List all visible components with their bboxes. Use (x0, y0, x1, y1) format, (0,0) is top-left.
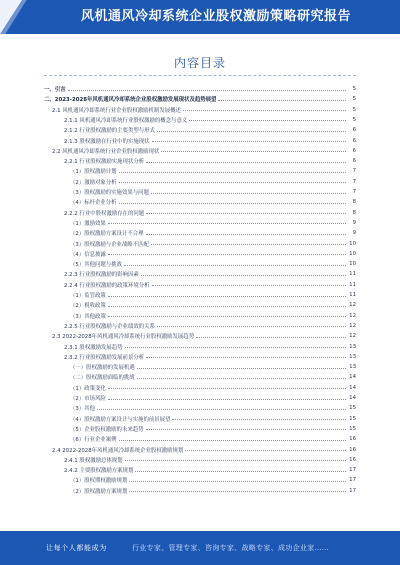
toc-leader-dots (151, 244, 346, 245)
toc-entry[interactable] (44, 331, 356, 341)
toc-entry[interactable] (44, 115, 356, 125)
toc-entry-label: （6）行业企业案例 (70, 437, 117, 444)
toc-entry-page: 17 (349, 467, 356, 474)
toc-entry-label: 2.2 风机通风冷却系统行业企业股权激励现状 (52, 148, 160, 155)
toc-entry[interactable] (44, 393, 356, 403)
toc-entry[interactable] (44, 362, 356, 372)
toc-entry-page: 10 (349, 240, 356, 247)
toc-entry-page: 7 (352, 189, 356, 195)
toc-entry-label: 2.4.1 股权激励总体规划 (64, 457, 123, 464)
toc-entry-label: （4）股权激励方案设计与实施的前景展望 (70, 416, 171, 423)
toc-entry-page: 11 (349, 292, 356, 298)
toc-entry-page: 7 (352, 168, 356, 175)
toc-entry-page: 14 (349, 384, 356, 391)
toc-entry-label: （1）政策变化 (70, 385, 106, 392)
toc-entry-label: （3）其他政策 (70, 313, 106, 320)
toc-entry-label: 2.2.5 行业股权激励与企业绩效的关系 (64, 323, 155, 330)
toc-entry-page: 13 (349, 364, 356, 371)
toc-entry-page: 15 (349, 415, 356, 422)
toc-leader-dots (129, 481, 346, 482)
toc-entry-page: 5 (352, 106, 356, 113)
toc-entry[interactable] (44, 259, 356, 269)
toc-leader-dots (97, 409, 346, 410)
toc-leader-dots (125, 347, 346, 348)
toc-leader-dots (119, 182, 346, 183)
footer-slogan: 让每个人都能成为 (46, 544, 107, 552)
toc-entry-page: 16 (349, 456, 356, 463)
toc-entry-label: （1）股权期权激励规划 (70, 478, 128, 485)
toc-entry-page: 8 (352, 209, 356, 216)
toc-entry-page: 16 (349, 436, 356, 443)
toc-leader-dots (161, 151, 346, 152)
toc-entry[interactable] (44, 424, 356, 434)
toc-entry-page: 15 (349, 425, 356, 432)
toc-entry-label: 2.4.2 主要股权激励方案规划 (64, 468, 134, 475)
report-title: 风机通风冷却系统企业股权激励策略研究报告 (80, 9, 351, 24)
toc-leader-dots (108, 306, 346, 307)
toc-entry[interactable] (44, 84, 356, 94)
toc-entry-page: 5 (352, 96, 356, 103)
toc-entry-page: 5 (352, 86, 356, 92)
toc-entry-label: 2.4 2022-2028年风机通风冷却系统企业股权激励规划 (52, 447, 184, 454)
toc-entry-page: 17 (349, 487, 356, 494)
toc-entry-page: 12 (349, 322, 356, 329)
toc-entry[interactable] (44, 156, 356, 166)
toc-leader-dots (157, 326, 346, 327)
toc-entry-label: 2.3.2 行业股权激励发展前景分析 (64, 354, 145, 361)
toc-entry-label: 2.2.3 行业股权激励的影响因素 (64, 272, 139, 279)
toc-entry-label: 2.2.2 行业中股权激励存在的问题 (64, 210, 145, 217)
toc-leader-dots (119, 203, 346, 204)
toc-entry[interactable] (44, 197, 356, 207)
toc-leader-dots (146, 234, 346, 235)
toc-leader-dots (137, 368, 346, 369)
toc-entry[interactable] (44, 434, 356, 444)
toc-entry[interactable] (44, 352, 356, 362)
toc-entry-label: （5）企业股权激励的未来趋势 (70, 426, 144, 433)
toc-leader-dots (146, 162, 346, 163)
toc-entry-page: 12 (349, 302, 356, 309)
toc-entry-page: 12 (349, 312, 356, 319)
toc-title: 内容目录 (173, 56, 226, 70)
toc-entry-page: 13 (349, 353, 356, 360)
toc-entry[interactable] (44, 239, 356, 249)
toc-leader-dots (124, 265, 346, 266)
toc-entry-page: 12 (349, 333, 356, 340)
toc-leader-dots (108, 254, 346, 255)
toc-leader-dots (196, 337, 346, 338)
toc-entry-page: 9 (352, 219, 356, 226)
toc-entry[interactable] (44, 125, 356, 135)
toc-entry-label: 2.3 2022-2028年风机通风冷却系统行业股权激励发展趋势 (52, 334, 195, 341)
toc-leader-dots (135, 471, 346, 472)
toc-entry-page: 14 (349, 374, 356, 381)
toc-leader-dots (119, 440, 346, 441)
toc-entry[interactable] (44, 105, 356, 115)
report-header-banner (0, 0, 400, 34)
toc-entry[interactable] (44, 218, 356, 228)
toc-entry[interactable] (44, 372, 356, 382)
toc-entry-page: 11 (349, 281, 356, 288)
toc-entry-label: 2.1.2 行业股权激励的主要类型与形式 (64, 128, 155, 135)
toc-entry-label: （3）股权激励与企业战略不匹配 (70, 241, 149, 248)
toc-entry-label: （1）激励效果 (70, 220, 106, 227)
toc-entry[interactable] (44, 403, 356, 413)
toc-entry[interactable] (44, 269, 356, 279)
toc-entry[interactable] (44, 465, 356, 475)
toc-entry-page: 16 (349, 446, 356, 453)
toc-leader-dots (146, 429, 346, 430)
toc-entry[interactable] (44, 228, 356, 238)
toc-leader-dots (152, 285, 346, 286)
toc-leader-dots (183, 110, 346, 111)
toc-leader-dots (108, 399, 346, 400)
toc-leader-dots (157, 131, 346, 132)
toc-entry[interactable] (44, 455, 356, 465)
toc-leader-dots (146, 213, 346, 214)
toc-entry-label: （1）监管政策 (70, 293, 106, 299)
footer-tags: 行业专家、管理专家、咨询专家、战略专家、成功企业家…… (132, 544, 330, 552)
toc-entry-label: 2.1.1 风机通风冷却系统行业股权激励的概念与意义 (64, 117, 188, 124)
toc-title-divider (44, 75, 356, 76)
toc-entry-page: 9 (352, 230, 356, 237)
toc-entry[interactable] (44, 383, 356, 393)
toc-entry-label: 2.1.3 股权激励在行业中的实施现状 (64, 138, 150, 145)
toc-entry[interactable] (44, 146, 356, 156)
toc-leader-dots (129, 491, 346, 492)
toc-leader-dots (68, 90, 346, 91)
toc-leader-dots (108, 223, 346, 224)
toc-entry[interactable] (44, 445, 356, 455)
toc-entry[interactable] (44, 311, 356, 321)
toc-leader-dots (146, 357, 346, 358)
toc-entry-label: （2）股权激励方案设计不合理 (70, 231, 144, 238)
toc-entry-label: （4）信息披露 (70, 251, 106, 258)
footer-banner (0, 531, 400, 565)
toc-entry-label: （2）股权激励方案规划 (70, 488, 128, 495)
toc-entry-page: 14 (349, 395, 356, 401)
toc-leader-dots (151, 193, 346, 194)
toc-entry-page: 10 (349, 250, 356, 257)
toc-leader-dots (218, 100, 346, 101)
toc-entry-label: 二、2023-2028年风机通风冷却系统企业股权激励发展现状及趋势展望 (44, 97, 217, 104)
toc-entry-label: 2.3.1 股权激励发展趋势 (64, 344, 123, 351)
toc-entry[interactable] (44, 136, 356, 146)
toc-entry[interactable] (44, 208, 356, 218)
toc-leader-dots (137, 378, 346, 379)
toc-entry[interactable] (44, 187, 356, 197)
toc-entry-page: 7 (352, 178, 356, 185)
toc-entry-label: （3）股权激励的实施效果与问题 (70, 190, 149, 196)
toc-entry-page: 8 (352, 199, 356, 206)
toc-entry-label: （1）股权激励计划 (70, 169, 117, 176)
toc-leader-dots (108, 388, 346, 389)
toc-entry[interactable] (44, 177, 356, 187)
toc-leader-dots (108, 296, 346, 297)
toc-entry-page: 6 (352, 147, 356, 154)
toc-leader-dots (189, 120, 346, 121)
toc-leader-dots (152, 141, 346, 142)
toc-entry-label: （一）股权激励的发展机遇 (70, 365, 135, 372)
toc-entry[interactable] (44, 249, 356, 259)
toc-leader-dots (119, 172, 346, 173)
toc-entry[interactable] (44, 475, 356, 485)
toc-entry-page: 15 (349, 405, 356, 412)
toc-entry-page: 13 (349, 343, 356, 350)
toc-entry[interactable] (44, 414, 356, 424)
toc-entry-page: 17 (349, 477, 356, 484)
toc-entry-label: （5）其他问题与挑战 (70, 262, 122, 269)
toc-entry-label: 2.2.4 行业股权激励的政策环境分析 (64, 282, 150, 289)
toc-entry[interactable] (44, 290, 356, 300)
toc-entry[interactable] (44, 94, 356, 104)
toc-leader-dots (185, 450, 346, 451)
toc-entry[interactable] (44, 342, 356, 352)
toc-entry-label: （2）激励对象分析 (70, 179, 117, 186)
toc-entry-label: （4）标杆企业分析 (70, 200, 117, 207)
toc-entry-page: 10 (349, 261, 356, 268)
toc-entry-page: 6 (352, 127, 356, 134)
toc-entry[interactable] (44, 166, 356, 176)
toc-entry-page: 11 (349, 271, 356, 278)
toc-entry-page: 6 (352, 158, 356, 165)
toc-entry-label: 2.1 风机通风冷却系统行业企业股权激励机制发展概述 (52, 107, 181, 114)
toc-entry-label: （2）税收政策 (70, 303, 106, 310)
toc-leader-dots (141, 275, 346, 276)
toc-entry-page: 5 (352, 116, 356, 123)
toc-entry-label: （2）市场风险 (70, 396, 106, 402)
toc-entry[interactable] (44, 280, 356, 290)
toc-entry-label: 一、引言 (44, 87, 66, 93)
toc-entry-label: （3）其他 (70, 406, 95, 413)
toc-entry-label: 2.2.1 行业股权激励实施现状分析 (64, 159, 145, 166)
toc-entry[interactable] (44, 300, 356, 310)
toc-entry[interactable] (44, 486, 356, 496)
toc-entry-page: 6 (352, 137, 356, 144)
toc-leader-dots (108, 316, 346, 317)
toc-entry[interactable] (44, 321, 356, 331)
toc-leader-dots (172, 419, 346, 420)
toc-leader-dots (125, 460, 346, 461)
toc-entry-label: （二）股权激励面临的挑战 (70, 375, 135, 382)
